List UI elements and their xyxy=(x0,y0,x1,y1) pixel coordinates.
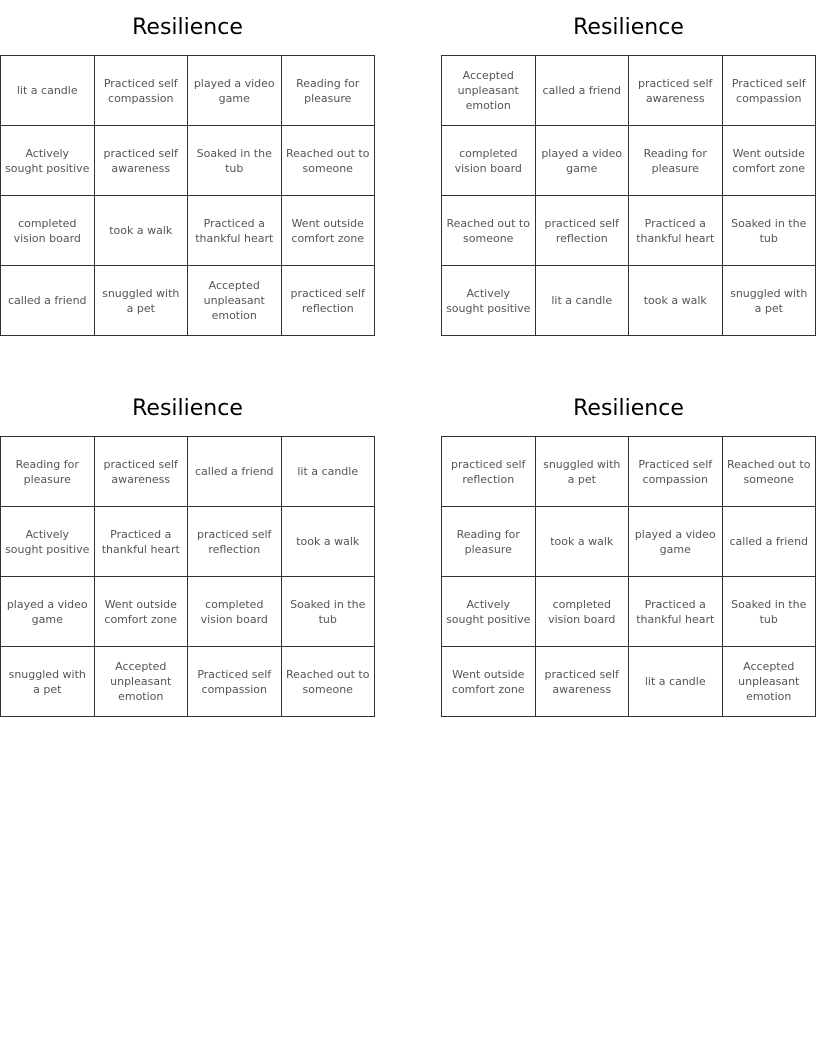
bingo-cell[interactable]: completed vision board xyxy=(1,196,95,266)
bingo-cell[interactable]: Practiced self compassion xyxy=(723,56,816,126)
bingo-cell[interactable]: played a video game xyxy=(1,577,95,647)
bingo-cell[interactable]: Reading for pleasure xyxy=(442,507,536,577)
bingo-cell[interactable]: Soaked in the tub xyxy=(723,577,816,647)
bingo-cell[interactable]: Practiced a thankful heart xyxy=(629,577,723,647)
card-title: Resilience xyxy=(132,396,243,421)
bingo-cell[interactable]: practiced self awareness xyxy=(95,126,189,196)
bingo-cell[interactable]: Practiced self compassion xyxy=(188,647,282,717)
bingo-cell[interactable]: Practiced self compassion xyxy=(95,56,189,126)
bingo-cell[interactable]: Accepted unpleasant emotion xyxy=(723,647,816,717)
bingo-cell[interactable]: Soaked in the tub xyxy=(723,196,816,266)
bingo-cell[interactable]: Accepted unpleasant emotion xyxy=(188,266,282,336)
bingo-cell[interactable]: Practiced a thankful heart xyxy=(188,196,282,266)
bingo-cell[interactable]: completed vision board xyxy=(442,126,536,196)
bingo-cell[interactable]: took a walk xyxy=(536,507,630,577)
bingo-cell[interactable]: completed vision board xyxy=(188,577,282,647)
bingo-cell[interactable]: Went outside comfort zone xyxy=(282,196,376,266)
bingo-cell[interactable]: Soaked in the tub xyxy=(282,577,376,647)
card-title: Resilience xyxy=(573,15,684,40)
bingo-cell[interactable]: called a friend xyxy=(1,266,95,336)
bingo-card xyxy=(441,0,816,336)
bingo-cell[interactable]: Accepted unpleasant emotion xyxy=(95,647,189,717)
bingo-cell[interactable]: Actively sought positive xyxy=(442,266,536,336)
bingo-cell[interactable]: practiced self awareness xyxy=(95,437,189,507)
bingo-cell[interactable]: practiced self reflection xyxy=(536,196,630,266)
bingo-cell[interactable]: Reading for pleasure xyxy=(1,437,95,507)
bingo-cell[interactable]: Actively sought positive xyxy=(1,126,95,196)
bingo-cell[interactable]: Reading for pleasure xyxy=(629,126,723,196)
bingo-cell[interactable]: Actively sought positive xyxy=(1,507,95,577)
bingo-cell[interactable]: practiced self reflection xyxy=(188,507,282,577)
bingo-cell[interactable]: lit a candle xyxy=(282,437,376,507)
bingo-cell[interactable]: took a walk xyxy=(95,196,189,266)
bingo-cell[interactable]: Went outside comfort zone xyxy=(95,577,189,647)
bingo-cell[interactable]: practiced self awareness xyxy=(536,647,630,717)
bingo-cell[interactable]: Practiced a thankful heart xyxy=(629,196,723,266)
bingo-cell[interactable]: Practiced self compassion xyxy=(629,437,723,507)
bingo-cell[interactable]: lit a candle xyxy=(1,56,95,126)
bingo-card xyxy=(0,0,375,336)
bingo-grid xyxy=(441,55,816,336)
bingo-cell[interactable]: called a friend xyxy=(536,56,630,126)
bingo-cell[interactable]: Went outside comfort zone xyxy=(723,126,816,196)
bingo-cell[interactable]: played a video game xyxy=(629,507,723,577)
bingo-cell[interactable]: lit a candle xyxy=(536,266,630,336)
bingo-cell[interactable]: Went outside comfort zone xyxy=(442,647,536,717)
bingo-cell[interactable]: played a video game xyxy=(188,56,282,126)
bingo-cell[interactable]: snuggled with a pet xyxy=(95,266,189,336)
card-title: Resilience xyxy=(573,396,684,421)
bingo-cell[interactable]: practiced self awareness xyxy=(629,56,723,126)
bingo-cell[interactable]: completed vision board xyxy=(536,577,630,647)
bingo-cell[interactable]: snuggled with a pet xyxy=(723,266,816,336)
bingo-cell[interactable]: Reached out to someone xyxy=(282,126,376,196)
bingo-cell[interactable]: took a walk xyxy=(282,507,376,577)
bingo-cell[interactable]: Reached out to someone xyxy=(282,647,376,717)
bingo-card xyxy=(0,381,375,717)
bingo-cell[interactable]: Reached out to someone xyxy=(442,196,536,266)
bingo-cell[interactable]: lit a candle xyxy=(629,647,723,717)
bingo-cell[interactable]: snuggled with a pet xyxy=(536,437,630,507)
bingo-cell[interactable]: snuggled with a pet xyxy=(1,647,95,717)
bingo-grid xyxy=(441,436,816,717)
bingo-cell[interactable]: played a video game xyxy=(536,126,630,196)
bingo-grid xyxy=(0,436,375,717)
bingo-cell[interactable]: Practiced a thankful heart xyxy=(95,507,189,577)
bingo-cell[interactable]: Accepted unpleasant emotion xyxy=(442,56,536,126)
bingo-cell[interactable]: practiced self reflection xyxy=(282,266,376,336)
bingo-cell[interactable]: Reached out to someone xyxy=(723,437,816,507)
bingo-card xyxy=(441,381,816,717)
bingo-cell[interactable]: called a friend xyxy=(188,437,282,507)
card-title: Resilience xyxy=(132,15,243,40)
bingo-cell[interactable]: practiced self reflection xyxy=(442,437,536,507)
bingo-cell[interactable]: Actively sought positive xyxy=(442,577,536,647)
bingo-cell[interactable]: called a friend xyxy=(723,507,816,577)
bingo-cell[interactable]: took a walk xyxy=(629,266,723,336)
bingo-cell[interactable]: Soaked in the tub xyxy=(188,126,282,196)
bingo-grid xyxy=(0,55,375,336)
bingo-cell[interactable]: Reading for pleasure xyxy=(282,56,376,126)
